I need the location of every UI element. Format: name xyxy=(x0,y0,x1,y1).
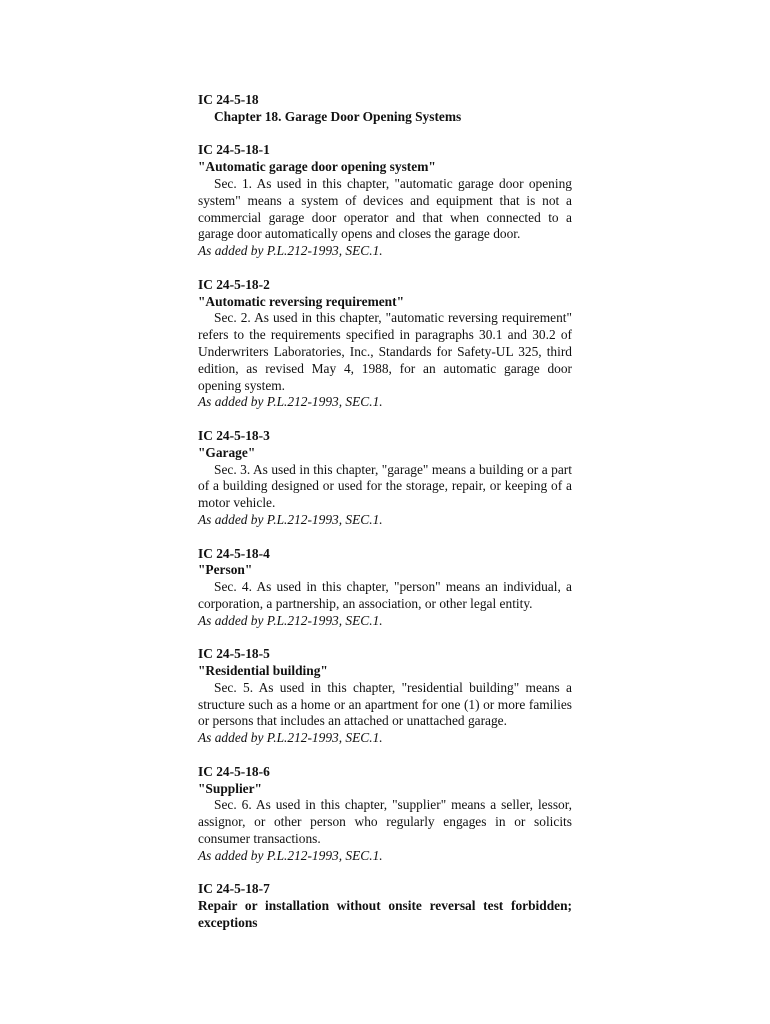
section-title: "Automatic garage door opening system" xyxy=(198,159,436,175)
section-cite: IC 24-5-18-4 xyxy=(198,545,270,561)
chapter-cite: IC 24-5-18 xyxy=(198,92,259,107)
document-page xyxy=(198,92,572,949)
section-body: Sec. 3. As used in this chapter, "garage" means a building or a part of a building designed or used for the storage, repair, or keeping of a motor vehicle. xyxy=(198,461,572,511)
section-3 xyxy=(198,428,572,529)
section-cite: IC 24-5-18-7 xyxy=(198,881,270,897)
section-5 xyxy=(198,646,572,747)
section-title: "Residential building" xyxy=(198,663,328,679)
section-1 xyxy=(198,142,572,260)
section-history: As added by P.L.212-1993, SEC.1. xyxy=(198,847,383,863)
section-body: Sec. 1. As used in this chapter, "automatic garage door opening system" means a system of devices and equipment that is not a commercial garage door operator and that when connected to a garage door automatically opens and closes the garage door. xyxy=(198,175,572,242)
section-2 xyxy=(198,277,572,411)
section-history: As added by P.L.212-1993, SEC.1. xyxy=(198,511,383,527)
section-history: As added by P.L.212-1993, SEC.1. xyxy=(198,730,383,746)
section-cite: IC 24-5-18-5 xyxy=(198,646,270,662)
section-title: "Person" xyxy=(198,562,253,578)
section-history: As added by P.L.212-1993, SEC.1. xyxy=(198,243,383,259)
section-history: As added by P.L.212-1993, SEC.1. xyxy=(198,612,383,628)
section-cite: IC 24-5-18-6 xyxy=(198,763,270,779)
section-body: Sec. 5. As used in this chapter, "residential building" means a structure such as a home or an apartment for one (1) or more families or persons that includes an attached or unattached garage. xyxy=(198,679,572,729)
section-title: "Automatic reversing requirement" xyxy=(198,293,405,309)
section-7 xyxy=(198,881,572,931)
chapter-title: Chapter 18. Garage Door Opening Systems xyxy=(214,108,462,124)
section-cite: IC 24-5-18-3 xyxy=(198,427,270,443)
section-title: "Garage" xyxy=(198,444,256,460)
chapter-header xyxy=(198,92,572,126)
section-cite: IC 24-5-18-2 xyxy=(198,276,270,292)
section-title: "Supplier" xyxy=(198,780,262,796)
section-cite: IC 24-5-18-1 xyxy=(198,142,270,158)
section-4 xyxy=(198,546,572,630)
section-body: Sec. 6. As used in this chapter, "supplier" means a seller, lessor, assignor, or other person who regularly engages in or solicits consumer transactions. xyxy=(198,797,572,847)
section-6 xyxy=(198,764,572,865)
section-history: As added by P.L.212-1993, SEC.1. xyxy=(198,394,383,410)
section-body: Sec. 4. As used in this chapter, "person" means an individual, a corporation, a partnership, an association, or other legal entity. xyxy=(198,579,572,611)
section-title: Repair or installation without onsite reversal test forbidden; exceptions xyxy=(198,898,572,931)
section-body: Sec. 2. As used in this chapter, "automatic reversing requirement" refers to the requirements specified in paragraphs 30.1 and 30.2 of Underwriters Laboratories, Inc., Standards for Safety-UL 325, third edition, as revised May 4, 1988, for an automatic garage door opening system. xyxy=(198,310,572,393)
